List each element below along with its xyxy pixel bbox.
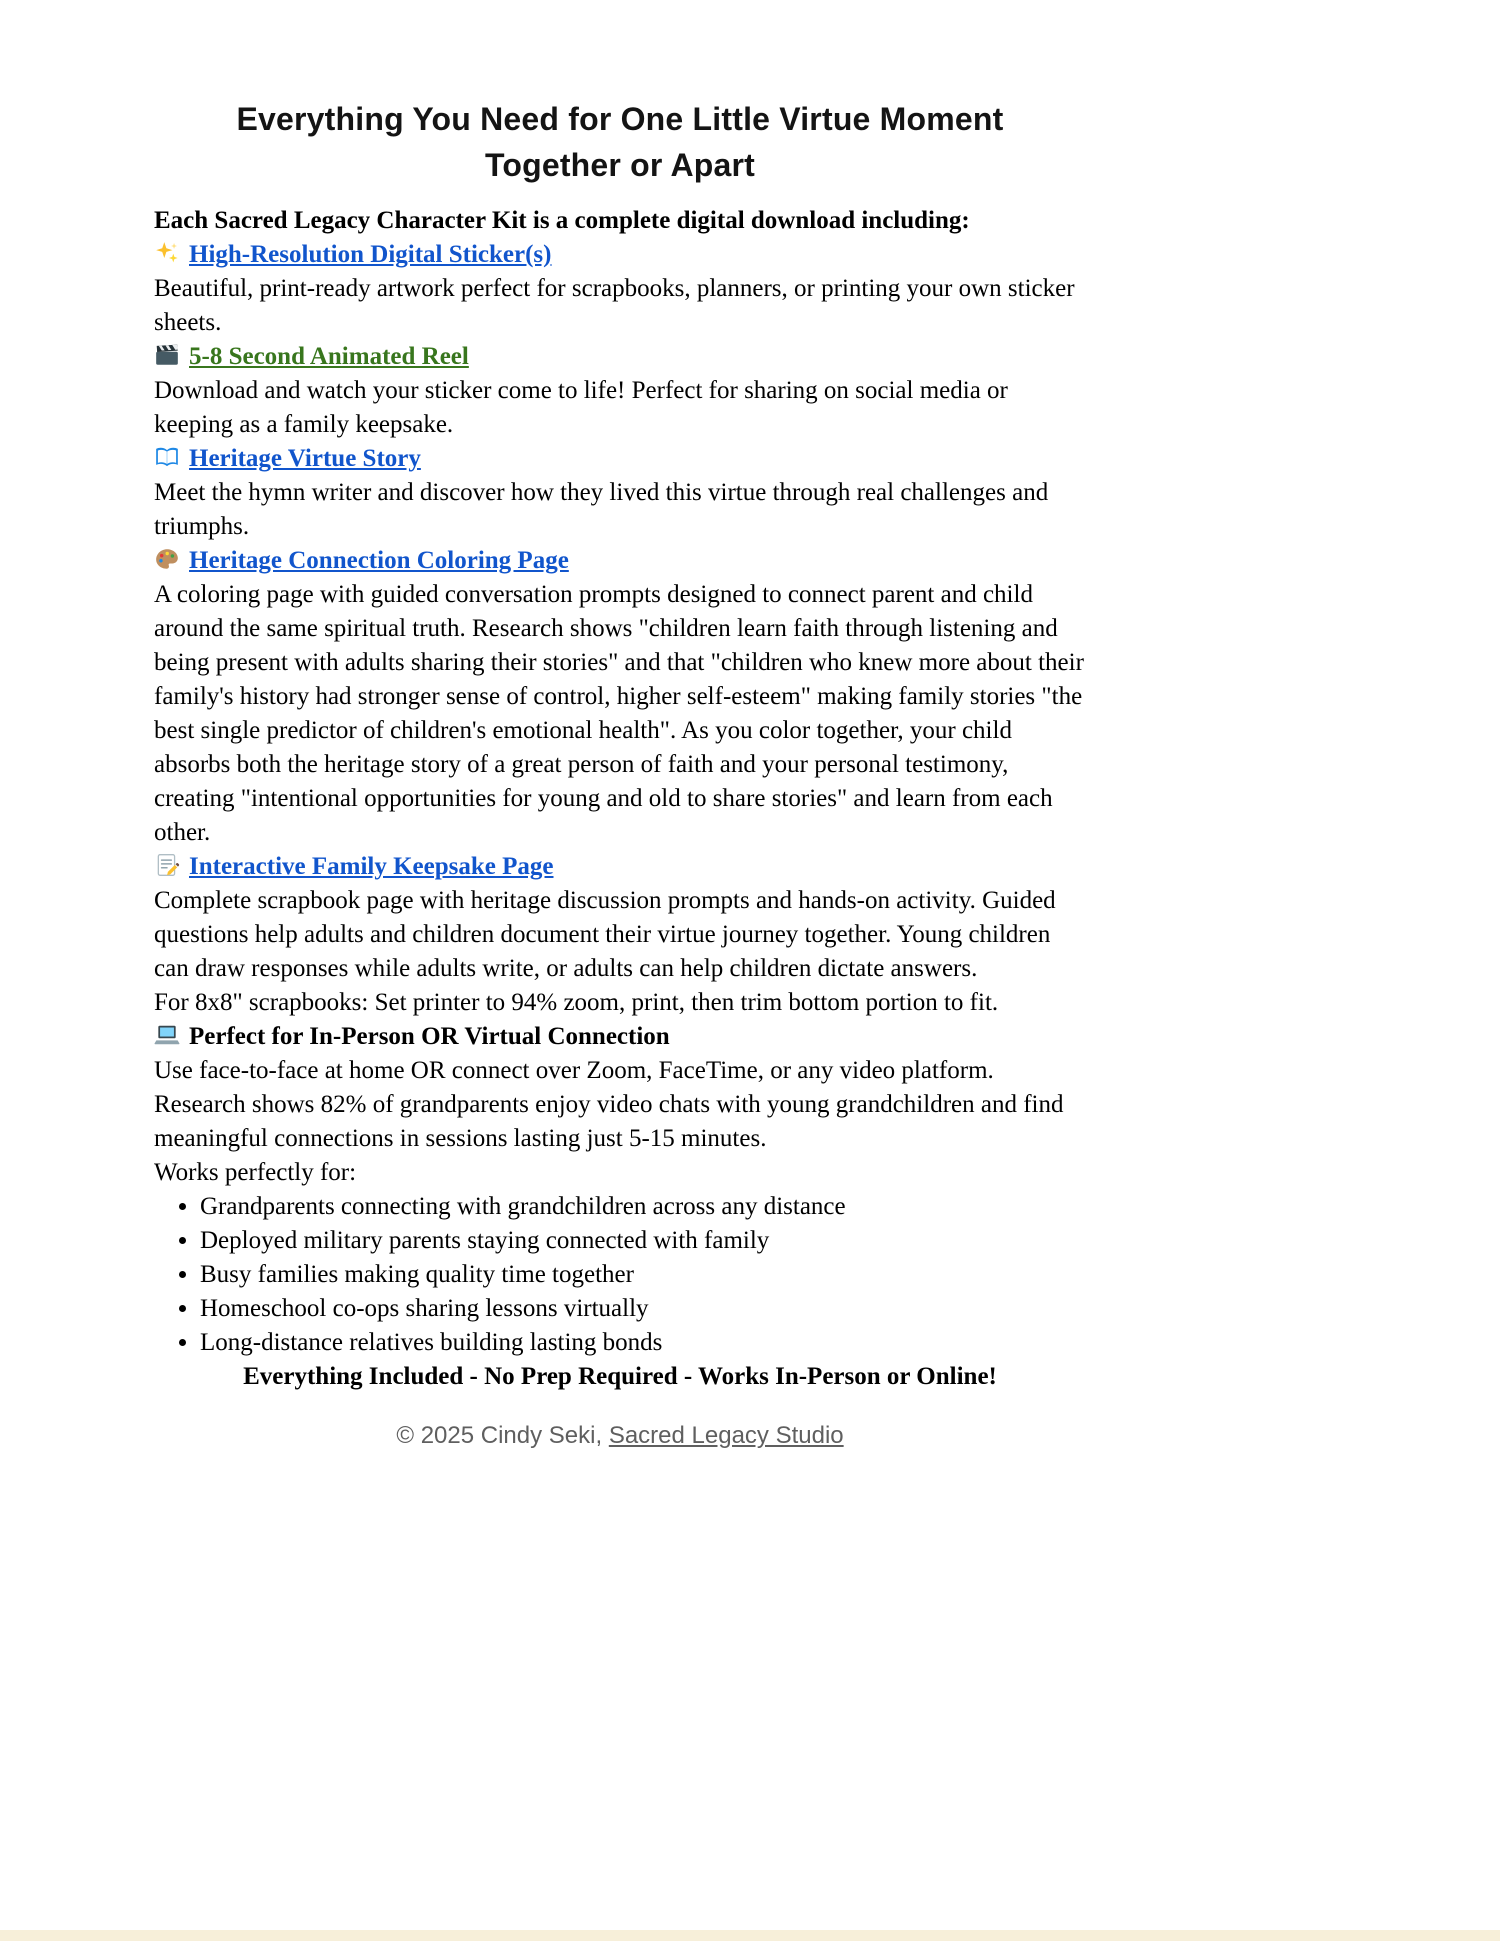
kit-section [154,340,1086,442]
page-title-line2: Together or Apart [484,147,756,183]
section-heading [154,544,1086,578]
footer [154,1420,1086,1452]
section-paragraph: Complete scrapbook page with heritage discussion prompts and hands-on activity. Guided questions help adults and children document their virtue journey together. Young children can draw responses while adults write, or adults can help children dictate answers. [154,887,1056,982]
memo-icon [154,850,180,884]
kit-section [154,238,1086,340]
use-case-list [154,1190,1086,1360]
kit-section [154,544,1086,850]
kit-section [154,1020,1086,1190]
open-book-icon [154,442,180,476]
section-link[interactable]: Interactive Family Keepsake Page [189,853,554,880]
clapperboard-icon [154,340,180,374]
content [154,0,1086,1452]
kit-section [154,442,1086,544]
laptop-icon [154,1020,180,1054]
section-heading [154,442,1086,476]
section-title: Perfect for In-Person OR Virtual Connection [189,1023,670,1050]
section-paragraph: Beautiful, print-ready artwork perfect for scrapbooks, planners, or printing your own sticker sheets. [154,275,1075,336]
section-heading [154,850,1086,884]
section-link[interactable]: 5-8 Second Animated Reel [189,343,469,370]
footer-studio-link[interactable]: Sacred Legacy Studio [608,1422,844,1449]
list-item: • Homeschool co-ops sharing lessons virtually [200,1292,1086,1326]
section-heading [154,1020,1086,1054]
kit-section [154,850,1086,1020]
page-title [154,96,1086,188]
section-paragraph: Works perfectly for: [154,1159,357,1186]
list-item: • Busy families making quality time together [200,1258,1086,1292]
section-paragraph: Use face-to-face at home OR connect over Zoom, FaceTime, or any video platform. Research shows 82% of grandparents enjoy video chats with young grandchildren and find meaningful connections in sessions lasting just 5-15 minutes. [154,1057,1064,1152]
section-link[interactable]: Heritage Virtue Story [189,445,421,472]
intro-text: Each Sacred Legacy Character Kit is a complete digital download including: [154,207,970,234]
section-paragraph: For 8x8" scrapbooks: Set printer to 94% zoom, print, then trim bottom portion to fit. [154,989,999,1016]
list-item: • Long-distance relatives building lasting bonds [200,1326,1086,1360]
palette-icon [154,544,180,578]
kit-sections [154,238,1086,1190]
closing-line: Everything Included - No Prep Required - Works In-Person or Online! [243,1363,997,1390]
footer-copyright: © 2025 Cindy Seki, [396,1422,609,1449]
section-paragraph: A coloring page with guided conversation prompts designed to connect parent and child around the same spiritual truth. Research shows "children learn faith through listening and being present with adults sharing their stories" and that "children who knew more about their family's history had stronger sense of control, higher self-esteem" making family stories "the best single predictor of children's emotional health". As you color together, your child absorbs both the heritage story of a great person of faith and your personal testimony, creating "intentional opportunities for young and old to share stories" and learn from each other. [154,581,1084,846]
section-paragraph: Meet the hymn writer and discover how they lived this virtue through real challenges and triumphs. [154,479,1049,540]
bottom-accent-strip [0,1930,1500,1941]
section-heading [154,238,1086,272]
list-item: • Grandparents connecting with grandchildren across any distance [200,1190,1086,1224]
page-title-line1: Everything You Need for One Little Virtue Moment [236,101,1004,137]
section-link[interactable]: Heritage Connection Coloring Page [189,547,569,574]
section-paragraph: Download and watch your sticker come to life! Perfect for sharing on social media or keeping as a family keepsake. [154,377,1008,438]
list-item: • Deployed military parents staying connected with family [200,1224,1086,1258]
sparkles-icon [154,238,180,272]
section-heading [154,340,1086,374]
section-link[interactable]: High-Resolution Digital Sticker(s) [189,241,552,268]
